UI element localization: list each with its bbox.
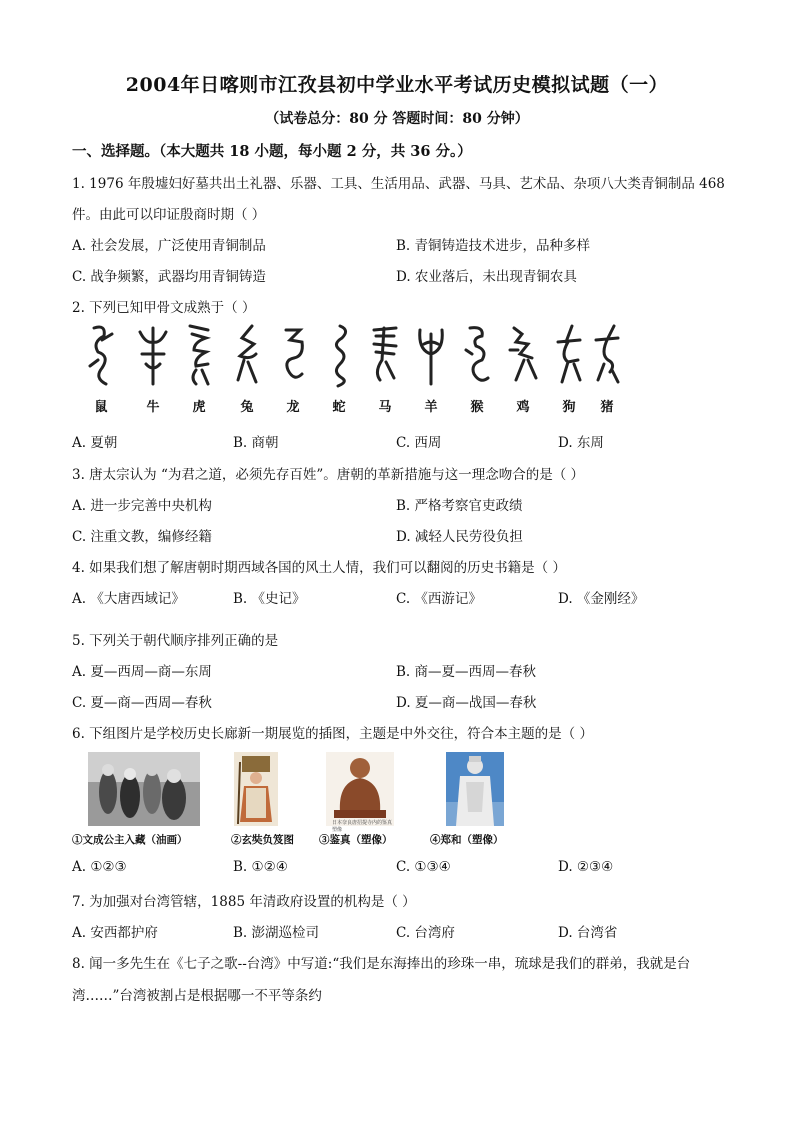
oracle-bone-glyphs-figure <box>84 320 624 420</box>
question-8-line-1: 8. 闻一多先生在《七子之歌--台湾》中写道:“我们是东海捧出的珍珠一串，琉球是我们的群弟，我就是台 <box>72 956 691 972</box>
q2-option-a: A. 夏朝 <box>72 435 118 451</box>
q6-option-d: D. ②③④ <box>558 859 614 875</box>
glyph-label: 马 <box>378 400 392 415</box>
q6-option-b: B. ①②④ <box>233 859 288 875</box>
question-7-stem: 7. 为加强对台湾管辖，1885 年清政府设置的机构是（ ） <box>72 894 416 910</box>
q5-option-b: B. 商—夏—西周—春秋 <box>396 664 537 680</box>
question-6-stem: 6. 下组图片是学校历史长廊新一期展览的插图，主题是中外交往，符合本主题的是（ ） <box>72 726 593 742</box>
glyph-sheep-icon <box>414 320 448 390</box>
picture-caption-1: ①文成公主入藏（油画） <box>72 834 188 846</box>
glyph-rabbit-icon <box>230 320 264 390</box>
glyph-label: 鼠 <box>94 400 108 415</box>
question-2-stem: 2. 下列已知甲骨文成熟于（ ） <box>72 300 256 316</box>
q7-option-c: C. 台湾府 <box>396 925 455 941</box>
glyph-label: 猴 <box>470 400 484 415</box>
q4-option-a: A. 《大唐西域记》 <box>72 591 185 607</box>
q3-option-d: D. 减轻人民劳役负担 <box>396 529 523 545</box>
glyph-label: 鸡 <box>516 400 530 415</box>
question-3-stem: 3. 唐太宗认为 “为君之道，必须先存百姓”。唐朝的革新措施与这一理念吻合的是（ ） <box>72 467 585 483</box>
q1-option-b: B. 青铜铸造技术进步，品种多样 <box>396 238 591 254</box>
glyph-dragon-icon <box>276 320 310 390</box>
q7-option-b: B. 澎湖巡检司 <box>233 925 320 941</box>
q2-option-c: C. 西周 <box>396 435 442 451</box>
glyph-tiger-icon <box>182 320 216 390</box>
q7-option-a: A. 安西都护府 <box>72 925 158 941</box>
q1-option-c: C. 战争频繁，武器均用青铜铸造 <box>72 269 266 285</box>
glyph-label: 牛 <box>146 400 160 415</box>
q6-option-a: A. ①②③ <box>72 859 127 875</box>
picture-caption-2: ②玄奘负笈图 <box>231 834 294 846</box>
picture-caption-3: ③鉴真（塑像） <box>319 834 393 846</box>
glyph-dog-icon <box>552 320 586 390</box>
section-heading: 一、选择题。（本大题共 18 小题，每小题 2 分，共 36 分。） <box>72 143 472 160</box>
glyph-label: 虎 <box>192 400 206 415</box>
q2-option-b: B. 商朝 <box>233 435 279 451</box>
q2-option-d: D. 东周 <box>558 435 604 451</box>
glyph-label: 猪 <box>600 400 614 415</box>
glyph-label: 兔 <box>240 400 254 415</box>
painting-princess-wencheng-image <box>88 752 200 826</box>
question-1-line-1: 1. 1976 年殷墟妇好墓共出土礼器、乐器、工具、生活用品、武器、马具、艺术品、杂项八大类青铜制品 468 <box>72 176 725 192</box>
q4-option-b: B. 《史记》 <box>233 591 306 607</box>
question-1-line-2: 件。由此可以印证殷商时期（ ） <box>72 207 266 223</box>
q6-option-c: C. ①③④ <box>396 859 451 875</box>
q5-option-d: D. 夏—商—战国—春秋 <box>396 695 537 711</box>
question-4-stem: 4. 如果我们想了解唐朝时期西域各国的风土人情，我们可以翻阅的历史书籍是（ ） <box>72 560 566 576</box>
glyph-label: 狗 <box>562 400 576 415</box>
q5-option-c: C. 夏—商—西周—春秋 <box>72 695 212 711</box>
glyph-horse-icon <box>368 320 402 390</box>
q4-option-d: D. 《金刚经》 <box>558 591 645 607</box>
q4-option-c: C. 《西游记》 <box>396 591 482 607</box>
q3-option-a: A. 进一步完善中央机构 <box>72 498 212 514</box>
q3-option-c: C. 注重文教，编修经籍 <box>72 529 212 545</box>
picture-caption-4: ④郑和（塑像） <box>430 834 504 846</box>
question-5-stem: 5. 下列关于朝代顺序排列正确的是 <box>72 633 279 649</box>
glyph-rooster-icon <box>506 320 540 390</box>
page-title: 2004年日喀则市江孜县初中学业水平考试历史模拟试题（一） <box>125 74 669 96</box>
glyph-rat-icon <box>84 320 118 390</box>
painting-xuanzang-image <box>234 752 278 826</box>
glyph-snake-icon <box>322 320 356 390</box>
glyph-label: 羊 <box>424 400 438 415</box>
q1-option-d: D. 农业落后，未出现青铜农具 <box>396 269 577 285</box>
statue-zhenghe-image <box>446 752 504 826</box>
exam-info: （试卷总分：80 分 答题时间：80 分钟） <box>265 111 529 127</box>
question-8-line-2: 湾……”台湾被割占是根据哪一不平等条约 <box>72 988 322 1004</box>
statue-jianzhen-image <box>326 752 394 833</box>
q1-option-a: A. 社会发展，广泛使用青铜制品 <box>72 238 266 254</box>
q7-option-d: D. 台湾省 <box>558 925 618 941</box>
glyph-label: 蛇 <box>332 400 346 415</box>
jianzhen-small-caption: 日本奈良唐招提寺内的鉴真塑像 <box>332 820 393 833</box>
q5-option-a: A. 夏—西周—商—东周 <box>72 664 212 680</box>
glyph-label: 龙 <box>286 400 300 415</box>
q3-option-b: B. 严格考察官吏政绩 <box>396 498 523 514</box>
glyph-pig-icon <box>590 320 624 390</box>
glyph-ox-icon <box>136 320 170 390</box>
glyph-monkey-icon <box>460 320 494 390</box>
